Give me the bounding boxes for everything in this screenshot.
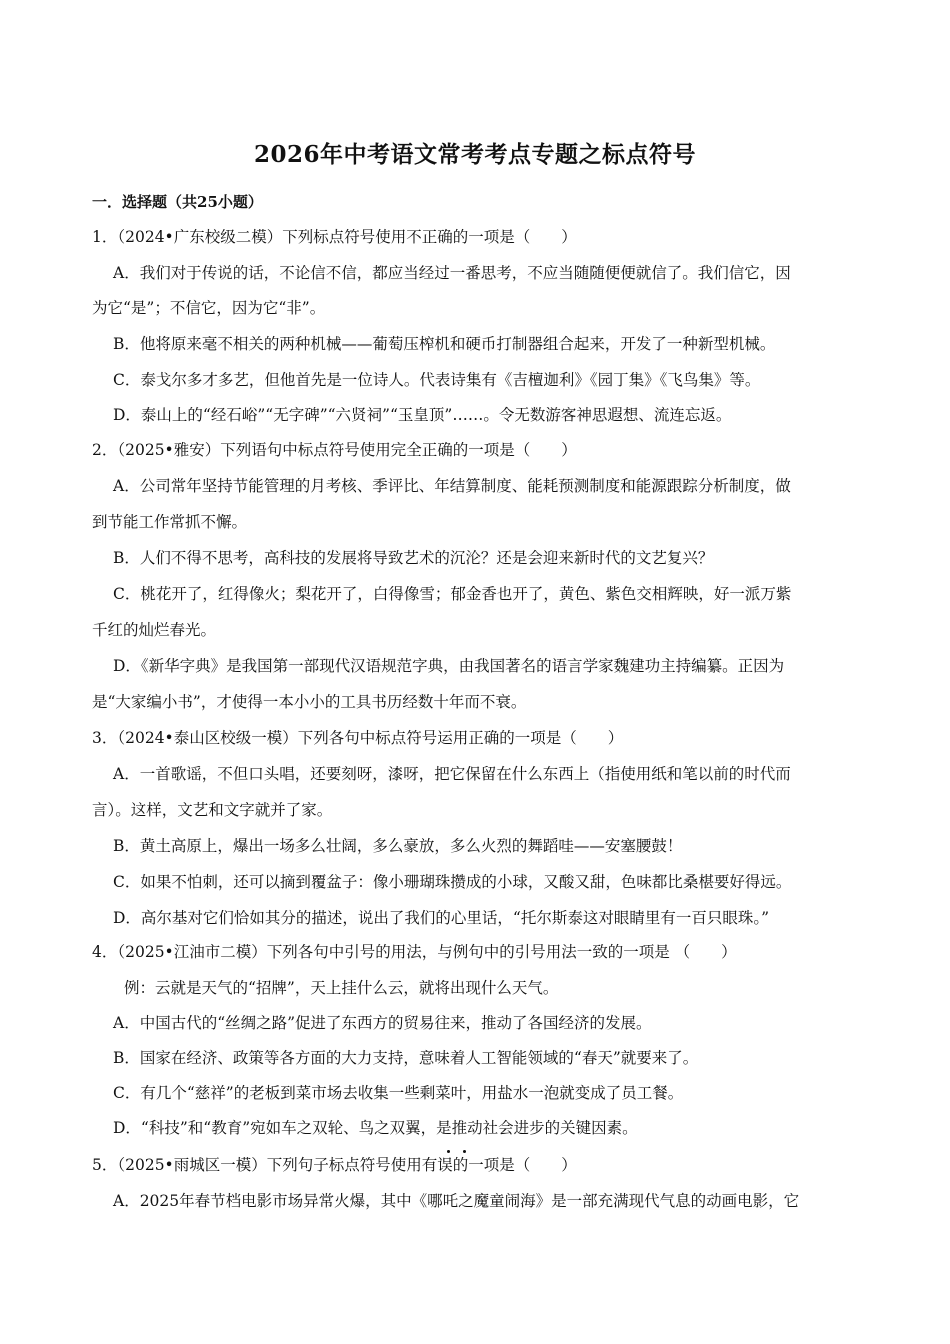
option-a: A．中国古代的“丝绸之路”促进了东西方的贸易往来，推动了各国经济的发展。 <box>113 1014 652 1032</box>
option-c: C．如果不怕刺，还可以摘到覆盆子：像小珊瑚珠攒成的小球，又酸又甜，色味都比桑椹要好得远。 <box>113 873 792 891</box>
option-a: A．一首歌谣，不但口头唱，还要刻呀，漆呀，把它保留在什么东西上（指使用纸和笔以前的时代而 <box>113 765 791 783</box>
option-d: D．高尔基对它们恰如其分的描述，说出了我们的心里话，“托尔斯泰这对眼睛里有一百只眼珠。” <box>113 909 770 927</box>
option-c: C．泰戈尔多才多艺，但他首先是一位诗人。代表诗集有《吉檀迦利》《园丁集》《飞鸟集》等。 <box>113 371 761 389</box>
question-stem: 2．（2025•雅安）下列语句中标点符号使用完全正确的一项是（ ） <box>92 441 577 459</box>
option-a: A．2025年春节档电影市场异常火爆，其中《哪吒之魔童闹海》是一部充满现代气息的动画电影，它 <box>113 1192 800 1210</box>
option-b: B．国家在经济、政策等各方面的大力支持，意味着人工智能领域的“春天”就要来了。 <box>113 1049 699 1067</box>
question-stem: 5．（2025•雨城区一模）下列句子标点符号使用有误的一项是（ ） <box>92 1156 577 1174</box>
option-a-continued: 为它“是”；不信它，因为它“非”。 <box>92 299 326 317</box>
question-stem: 4．（2025•江油市二模）下列各句中引号的用法，与例句中的引号用法一致的一项是 （ ） <box>92 943 737 961</box>
emphasis-dot <box>463 1150 466 1153</box>
question-stem: 3．（2024•泰山区校级一模）下列各句中标点符号运用正确的一项是（ ） <box>92 729 624 747</box>
option-a-continued: 到节能工作常抓不懈。 <box>92 513 248 531</box>
option-d: D．《新华字典》是我国第一部现代汉语规范字典，由我国著名的语言学家魏建功主持编纂。正因为 <box>113 657 785 675</box>
option-d: D．泰山上的“经石峪”“无字碑”“六贤祠”“玉皇顶”……。令无数游客神思遐想、流连忘返。 <box>113 406 732 424</box>
page-title: 2026年中考语文常考考点专题之标点符号 <box>253 141 696 168</box>
option-c: C．桃花开了，红得像火；梨花开了，白得像雪；郁金香也开了，黄色、紫色交相辉映，好一派万紫 <box>113 585 792 603</box>
option-d: D．“科技”和“教育”宛如车之双轮、鸟之双翼，是推动社会进步的关键因素。 <box>113 1119 638 1137</box>
question-stem: 1．（2024•广东校级二模）下列标点符号使用不正确的一项是（ ） <box>92 228 577 246</box>
option-c-continued: 千红的灿烂春光。 <box>92 621 217 639</box>
option-b: B．黄土高原上，爆出一场多么壮阔，多么豪放，多么火烈的舞蹈哇——安塞腰鼓！ <box>113 837 683 855</box>
option-b: B．人们不得不思考，高科技的发展将导致艺术的沉沦？还是会迎来新时代的文艺复兴？ <box>113 549 714 567</box>
option-a-continued: 言）。这样，文艺和文字就并了家。 <box>92 801 333 819</box>
example-sentence: 例：云就是天气的“招牌”，天上挂什么云，就将出现什么天气。 <box>124 979 559 997</box>
option-a: A．公司常年坚持节能管理的月考核、季评比、年结算制度、能耗预测制度和能源跟踪分析制度，做 <box>113 477 791 495</box>
option-c: C．有几个“慈祥”的老板到菜市场去收集一些剩菜叶，用盐水一泡就变成了员工餐。 <box>113 1084 684 1102</box>
option-d-continued: 是“大家编小书”，才使得一本小小的工具书历经数十年而不衰。 <box>92 693 527 711</box>
section-heading: 一．选择题（共25小题） <box>92 193 263 211</box>
option-b: B．他将原来毫不相关的两种机械——葡萄压榨机和硬币打制器组合起来，开发了一种新型机械。 <box>113 335 776 353</box>
option-a: A．我们对于传说的话，不论信不信，都应当经过一番思考，不应当随随便便就信了。我们信它，因 <box>113 264 791 282</box>
emphasis-dot <box>447 1150 450 1153</box>
